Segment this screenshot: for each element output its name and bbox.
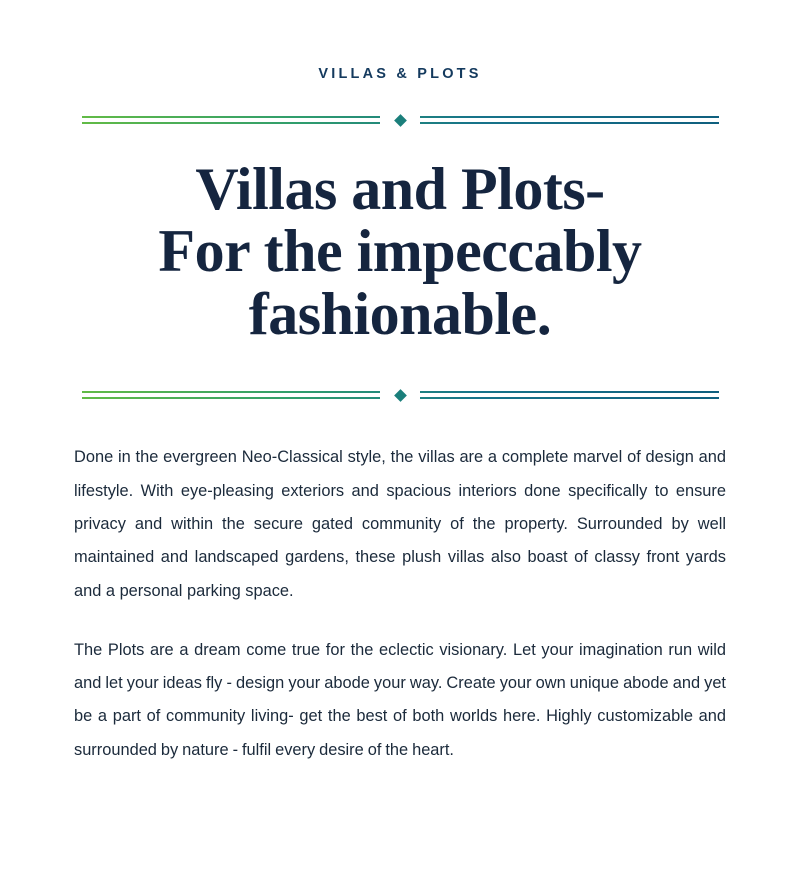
ornamental-divider-top bbox=[82, 110, 719, 130]
paragraph-plots: The Plots are a dream come true for the eclectic visionary. Let your imagination run wild and let your ideas fly - design your abode your way. Create your own unique abode and yet be a part of community living- get the best of both worlds here. Highly customizable and surrounded by nature - fulfil every desire of the heart. bbox=[74, 640, 726, 759]
headline-line-2: For the impeccably bbox=[158, 218, 642, 285]
headline-line-1: Villas and Plots- bbox=[195, 156, 605, 222]
divider-rules bbox=[82, 389, 719, 401]
document-page bbox=[0, 66, 800, 871]
divider-rules bbox=[82, 114, 719, 126]
headline-line-3: fashionable. bbox=[248, 280, 552, 347]
ornamental-divider-bottom bbox=[82, 385, 719, 405]
body-copy bbox=[74, 441, 726, 767]
page-title bbox=[74, 158, 726, 345]
section-kicker: VILLAS & PLOTS bbox=[318, 66, 482, 82]
paragraph-villas: Done in the evergreen Neo-Classical style, the villas are a complete marvel of design and lifestyle. With eye-pleasing exteriors and spacious interiors done specifically to ensure privacy and within the secure gated community of the property. Surrounded by well maintained and landscaped gardens, these plush villas also boast of classy front yards and a personal parking space. bbox=[74, 448, 726, 600]
